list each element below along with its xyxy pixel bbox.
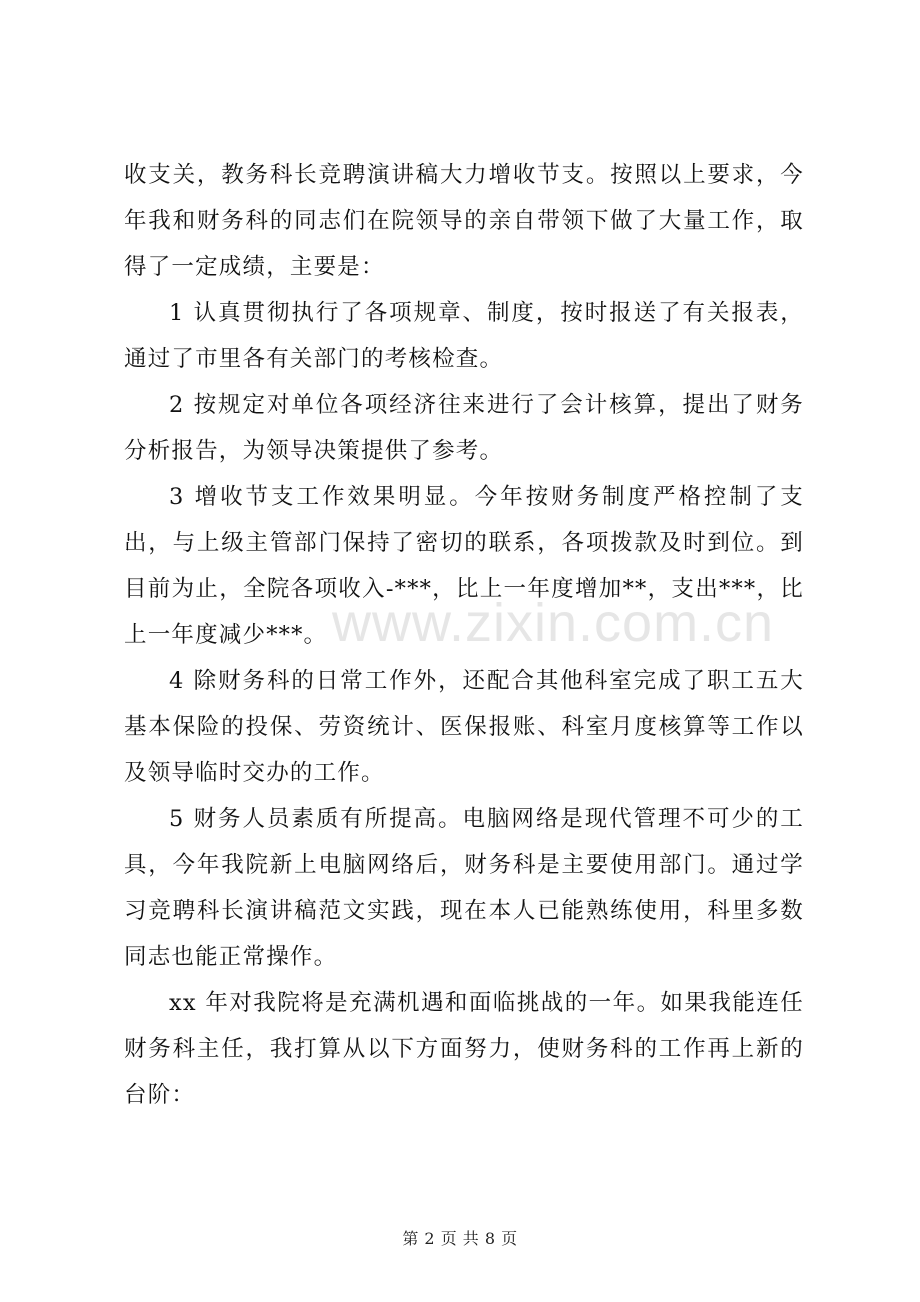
paragraph-item-5: 5 财务人员素质有所提高。电脑网络是现代管理不可少的工具，今年我院新上电脑网络后，财务科是主要使用部门。通过学习竞聘科长演讲稿范文实践，现在本人已能熟练使用，科里多数同志也能正常操作。 [124,806,804,970]
paragraph-intro: 收支关，教务科长竞聘演讲稿大力增收节支。按照以上要求，今年我和财务科的同志们在院领导的亲自带领下做了大量工作，取得了一定成绩，主要是： [124,162,804,280]
paragraph-item-2: 2 按规定对单位各项经济往来进行了会计核算，提出了财务分析报告，为领导决策提供了参考。 [124,392,804,464]
paragraph-plan: xx 年对我院将是充满机遇和面临挑战的一年。如果我能连任财务科主任，我打算从以下方面努力，使财务科的工作再上新的台阶： [124,990,804,1108]
paragraph-item-4: 4 除财务科的日常工作外，还配合其他科室完成了职工五大基本保险的投保、劳资统计、医保报账、科室月度核算等工作以及领导临时交办的工作。 [124,668,804,786]
paragraph-item-3: 3 增收节支工作效果明显。今年按财务制度严格控制了支出，与上级主管部门保持了密切的联系，各项拨款及时到位。到目前为止，全院各项收入-***，比上一年度增加**，支出***，比上一年度减少***。 [124,484,804,648]
watermark: www.zixin.com.cn [332,593,775,653]
document-body [124,152,804,1118]
paragraph-item-1: 1 认真贯彻执行了各项规章、制度，按时报送了有关报表，通过了市里各有关部门的考核检查。 [124,300,804,372]
page-footer: 第 2 页 共 8 页 [402,1229,518,1248]
